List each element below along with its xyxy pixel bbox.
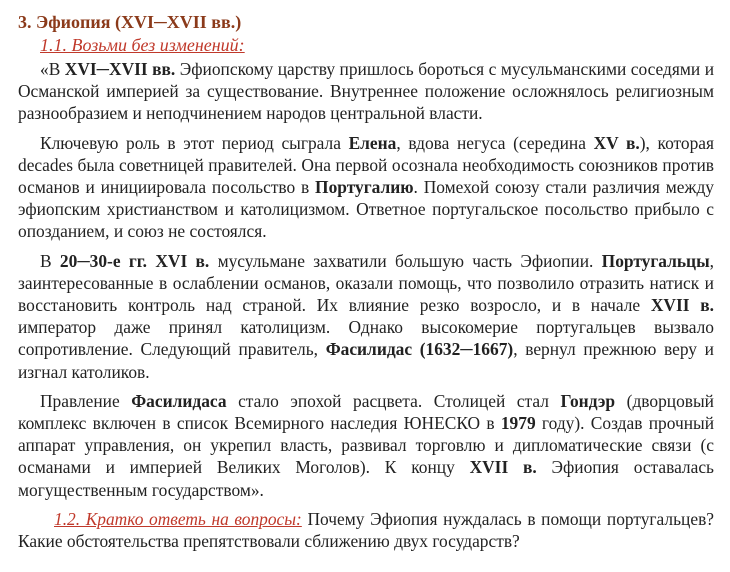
paragraph-2 <box>18 132 714 243</box>
text-span: стало эпохой расцвета. Столицей стал <box>226 390 561 411</box>
bold-span: Португалию <box>315 177 414 198</box>
text-span: . Помехой союзу стали различия между эфиопским христианством и католицизмом. Ответное португальское посольство прибыло с опозданием, и союз не состоялся. <box>18 177 714 242</box>
bold-span: Фасилидас (1632─1667) <box>325 339 514 360</box>
text-span: году). Создав прочный аппарат управления, он укрепил власть, развивал торговлю и дипломатические связи (с османами и империей Великих Моголов). К концу <box>18 413 715 478</box>
bold-span: 20─30-е гг. XVI в. <box>59 250 210 271</box>
text-span: мусульмане захватили большую часть Эфиопии. <box>209 250 602 271</box>
bold-span: Фасилидаса <box>131 390 227 411</box>
bold-span: XVII в. <box>469 457 537 478</box>
paragraph-1 <box>18 58 714 125</box>
text-span: , вернул прежнюю веру и изгнал католиков. <box>18 339 714 382</box>
bold-span: XVI─XVII вв. <box>64 59 176 79</box>
text-span: , вдова негуса (середина <box>396 132 594 153</box>
text-span: Эфиопскому царству пришлось бороться с мусульманскими соседями и Османской империей за существование. Внутреннее положение осложнялось религиозным разнообразием и неподчинением народов центральной власти. <box>18 59 715 124</box>
bold-span: Гондэр <box>560 390 616 411</box>
question-paragraph <box>18 508 714 552</box>
bold-span: XV в. <box>593 132 640 153</box>
bold-span: Елена <box>348 132 397 153</box>
text-span: , заинтересованные в ослаблении османов, оказали помощь, что позволило отразить натиск и восстановить контроль над страной. Их влияние резко возросло, и в начале <box>18 250 715 316</box>
text-span: ), которая decades была советницей правителей. Она первой осознала необходимость союзников против османов и инициировала посольство в <box>18 132 715 198</box>
section-title: 3. Эфиопия (XVI─XVII вв.) <box>18 12 242 32</box>
text-span: «В <box>40 59 65 79</box>
paragraph-3 <box>18 250 714 383</box>
question-label: 1.2. Кратко ответь на вопросы: <box>54 508 302 529</box>
text-span: (дворцовый комплекс включен в список Всемирного наследия ЮНЕСКО в <box>18 390 714 434</box>
text-span: В <box>40 250 60 271</box>
text-span: Правление <box>40 390 132 411</box>
paragraph-4 <box>18 390 714 501</box>
bold-span: 1979 <box>500 413 536 434</box>
bold-span: XVII в. <box>650 295 714 316</box>
bold-span: Португальцы <box>601 250 710 271</box>
task-subtitle: 1.1. Возьми без изменений: <box>40 35 245 55</box>
text-span: император даже принял католицизм. Однако высокомерие португальцев вызвало сопротивление. Следующий правитель, <box>18 317 714 360</box>
text-span: Ключевую роль в этот период сыграла <box>40 132 349 153</box>
question-text: Почему Эфиопия нуждалась в помощи португальцев? Какие обстоятельства препятствовали сближению двух государств? <box>18 508 714 552</box>
text-span: Эфиопия оставалась могущественным государством». <box>18 457 714 500</box>
